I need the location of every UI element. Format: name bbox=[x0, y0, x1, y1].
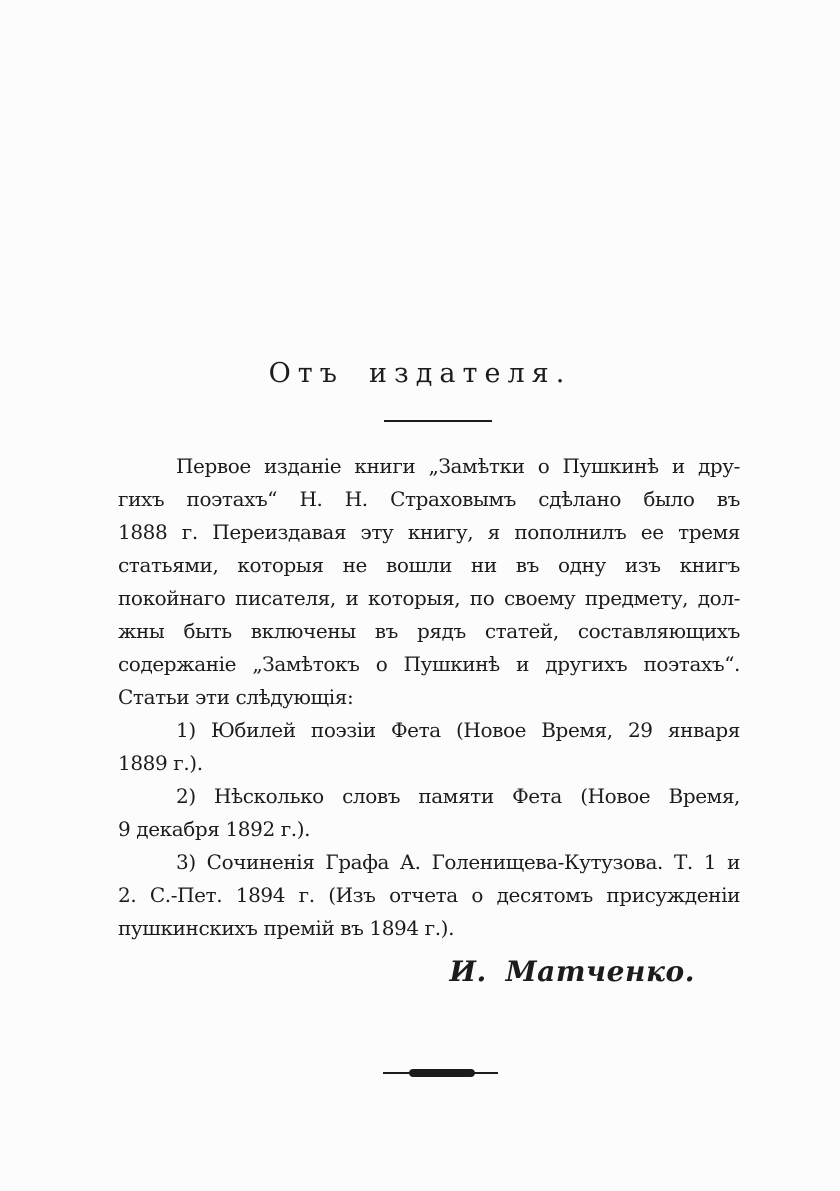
page-title: Отъ издателя. bbox=[268, 358, 572, 389]
title-divider-rule bbox=[384, 420, 492, 422]
text-line: гихъ поэтахъ“ Н. Н. Страховымъ сдѣлано было въ bbox=[118, 487, 740, 511]
text-line: статьями, которыя не вошли ни въ одну изъ книгъ bbox=[118, 553, 740, 577]
list-item-line: 2. С.-Пет. 1894 г. (Изъ отчета о десятомъ присужденіи bbox=[118, 883, 740, 907]
list-item-line: 9 декабря 1892 г.). bbox=[118, 817, 311, 841]
text-line: Статьи эти слѣдующія: bbox=[118, 685, 354, 709]
text-line: жны быть включены въ рядъ статей, составляющихъ bbox=[118, 619, 740, 643]
text-line: содержаніе „Замѣтокъ о Пушкинѣ и другихъ поэтахъ“. bbox=[118, 652, 740, 676]
text-line: Первое изданіе книги „Замѣтки о Пушкинѣ и дру- bbox=[176, 454, 740, 478]
list-item-line: 2) Нѣсколько словъ памяти Фета (Новое Время, bbox=[176, 784, 740, 808]
text-line: 1888 г. Переиздавая эту книгу, я пополнилъ ее тремя bbox=[118, 520, 740, 544]
list-item-line: 1) Юбилей поэзіи Фета (Новое Время, 29 января bbox=[176, 718, 740, 742]
tailpiece-rule bbox=[383, 1066, 498, 1080]
list-item-line: пушкинскихъ премій въ 1894 г.). bbox=[118, 916, 455, 940]
text-line: покойнаго писателя, и которыя, по своему предмету, дол- bbox=[118, 586, 740, 610]
list-item-line: 1889 г.). bbox=[118, 751, 203, 775]
text-block bbox=[118, 450, 740, 988]
publisher-signature: И. Матченко. bbox=[449, 955, 695, 988]
list-item-line: 3) Сочиненія Графа А. Голенищева-Кутузова. Т. 1 и bbox=[176, 850, 740, 874]
tailpiece-thick-bar bbox=[409, 1069, 475, 1077]
